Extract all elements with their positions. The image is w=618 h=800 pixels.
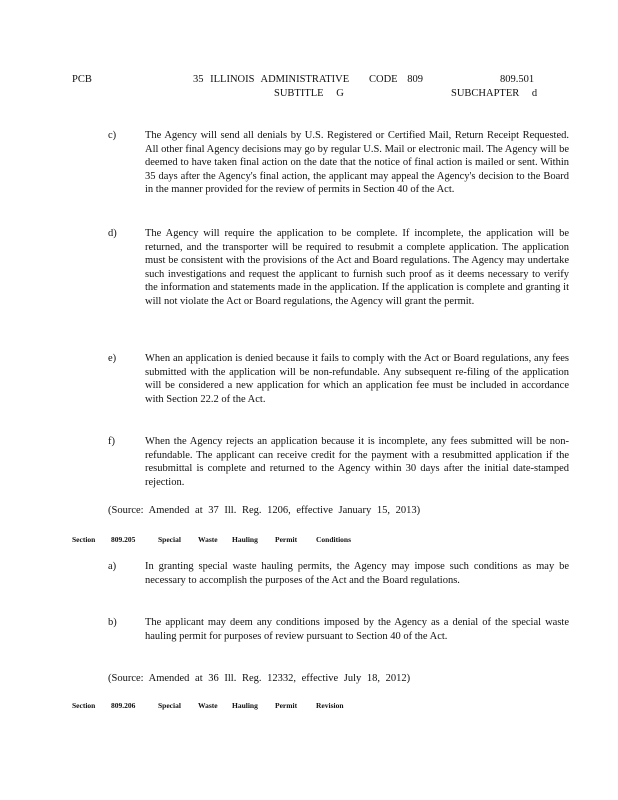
section-heading-title-word: Waste	[198, 535, 218, 544]
item-text-b: The applicant may deem any conditions imposed by the Agency as a denial of the special waste hauling permit for purposes of review pursuant to Section 40 of the Act.	[145, 617, 569, 642]
section-heading-number: 809.206	[111, 701, 136, 710]
item-label-f: f)	[108, 436, 115, 447]
item-label-e: e)	[108, 353, 117, 364]
header-subchapter: SUBCHAPTER d	[451, 88, 538, 99]
item-label-b: b)	[108, 617, 117, 628]
section-heading-title-word: Conditions	[316, 535, 352, 544]
item-label-d: d)	[108, 228, 117, 239]
item-text-d: The Agency will require the application to be complete. If incomplete, the application will be returned, and the transporter will be required to resubmit a complete application. The application must be consistent with the provisions of the Act and Board regulations. The Agency may undertake such investigations and request the applicant to furnish such proof as it deems necessary to verify the information and statements made in the application. If the application is complete and granting it will not violate the Act or Board regulations, the Agency will grant the permit.	[145, 228, 569, 307]
header-code: CODE 809	[369, 74, 423, 85]
section-heading-word: Section	[72, 535, 96, 544]
section-heading-word: Section	[72, 701, 96, 710]
section-heading-title-word: Permit	[275, 535, 298, 544]
section-heading-809-205	[72, 535, 372, 545]
header-section-number: 809.501	[500, 74, 535, 85]
section-heading-number: 809.205	[111, 535, 136, 544]
section-heading-title-word: Permit	[275, 701, 298, 710]
item-label-c: c)	[108, 130, 117, 141]
header-agency: PCB	[72, 74, 92, 85]
section-heading-title-word: Hauling	[232, 535, 258, 544]
item-label-a: a)	[108, 561, 117, 572]
source-note-809-501: (Source: Amended at 37 Ill. Reg. 1206, effective January 15, 2013)	[108, 505, 421, 516]
header-subtitle: SUBTITLE G	[274, 88, 344, 99]
section-heading-title-word: Hauling	[232, 701, 258, 710]
section-heading-title-word: Special	[158, 535, 181, 544]
section-heading-title-word: Revision	[316, 701, 344, 710]
source-note-809-205: (Source: Amended at 36 Ill. Reg. 12332, effective July 18, 2012)	[108, 673, 411, 684]
header-title: 35 ILLINOIS ADMINISTRATIVE	[193, 74, 350, 85]
item-text-c: The Agency will send all denials by U.S. Registered or Certified Mail, Return Receipt Requested. All other final Agency decisions may go by regular U.S. Mail or electronic mail. The Agency will be deemed to have taken final action on the date that the notice of final action is mailed or sent. Within 35 days after the Agency's final action, the applicant may appeal the Agency's decision to the Board in the manner provided for the review of permits in Section 40 of the Act.	[145, 130, 569, 196]
item-text-a: In granting special waste hauling permits, the Agency may impose such conditions as may be necessary to accomplish the purposes of the Act and the Board regulations.	[145, 561, 569, 586]
section-heading-809-206	[72, 701, 372, 711]
section-heading-title-word: Special	[158, 701, 181, 710]
section-heading-title-word: Waste	[198, 701, 218, 710]
item-text-f: When the Agency rejects an application because it is incomplete, any fees submitted will be non-refundable. The applicant can receive credit for the payment with a resubmitted application if the resubmittal is complete and returned to the Agency within 30 days after the initial date-stamped rejection.	[145, 436, 569, 488]
item-text-e: When an application is denied because it fails to comply with the Act or Board regulations, any fees submitted with the application will be non-refundable. Any subsequent re-filing of the application will be considered a new application for which an application fee must be included in accordance with Section 22.2 of the Act.	[145, 353, 569, 405]
